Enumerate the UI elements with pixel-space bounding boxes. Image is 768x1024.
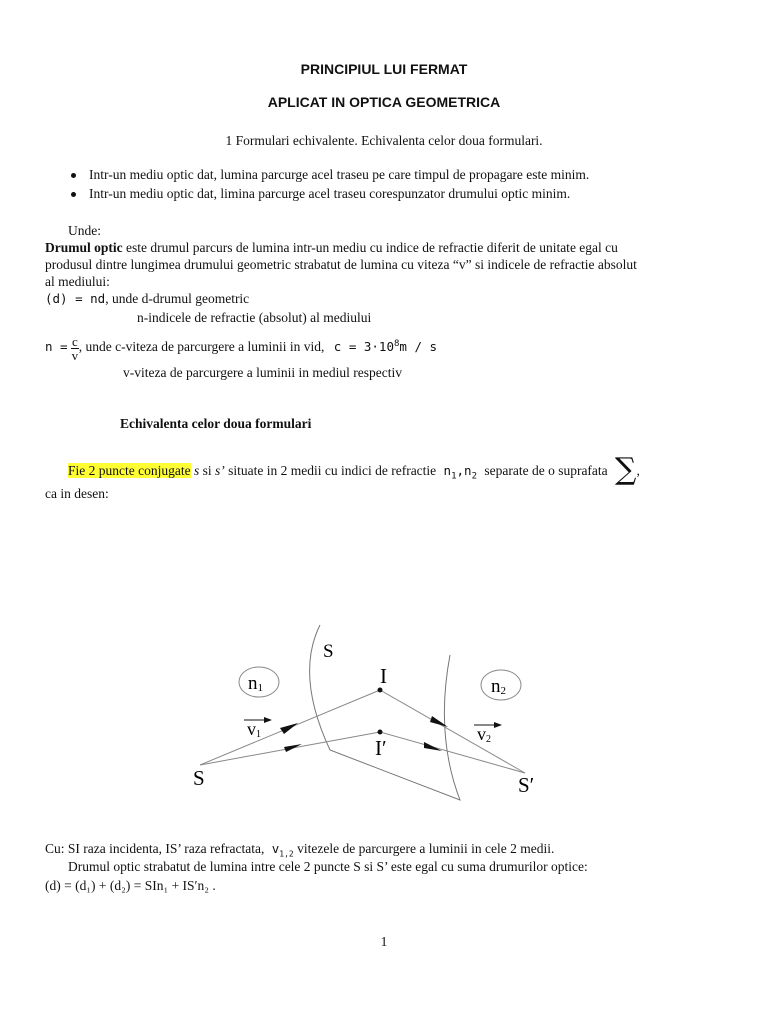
label-surface-S: S (323, 641, 334, 662)
section-heading: 1 Formulari echivalente. Echivalenta celor doua formulari. (225, 133, 543, 148)
bullet-icon (71, 192, 76, 197)
highlighted-text: Fie 2 puncte conjugate (68, 463, 191, 478)
arrowhead-icon (494, 722, 502, 728)
formula-optical-sum: (d) = (d₁) + (d₂) = SIn₁ + IS′n₂ . (45, 878, 216, 893)
point-I (378, 688, 383, 693)
definition-text: este drumul parcurs de lumina intr-un mediu cu indice de refractie diferit de unitate egal cu (122, 240, 618, 255)
formula-d-nd: (d) = nd (45, 291, 106, 306)
definition-line: produsul dintre lungimea drumului geometric strabatut de lumina cu viteza “v” si indicele de refractie absolut (45, 257, 637, 272)
formula-lhs: n = (45, 339, 68, 355)
fraction-c-over-v: $\frac{c}{v}$ (71, 333, 79, 363)
formula-note: n-indicele de refractie (absolut) al mediului (137, 310, 372, 325)
page-number: 1 (380, 934, 388, 949)
bullet-icon (71, 173, 76, 178)
arrowhead-icon (424, 742, 442, 751)
arrowhead-icon (280, 723, 298, 734)
formula-note: v-viteza de parcurgere a luminii in mediul respectiv (123, 365, 403, 380)
point-I-prime (378, 730, 383, 735)
label-S-prime: S′ (518, 773, 535, 797)
unde-label: Unde: (68, 223, 101, 238)
refraction-diagram (180, 615, 570, 805)
label-n2: n2 (491, 676, 506, 697)
label-v1: v1 (247, 719, 261, 740)
formula-optical-path (45, 290, 249, 307)
formula-note: , unde c-viteza de parcurgere a luminii in vid, (78, 339, 325, 355)
definition-line (45, 239, 618, 256)
sigma-icon: ∑ (615, 452, 637, 487)
formula-speed-of-light: $c = 3\cdot 10^8m / s$ (333, 339, 438, 355)
section-heading: Echivalenta celor doua formulari (120, 416, 312, 431)
paragraph: Fie 2 puncte conjugate s si s’ situate in 2 medii cu indici de refractie $n_1,n_2$ separate de o suprafata ∑, (68, 452, 640, 487)
label-I: I (380, 664, 387, 688)
definition-term: Drumul optic (45, 240, 123, 255)
label-I-prime: I′ (375, 736, 387, 760)
definition-line: al mediului: (45, 274, 110, 289)
formula-note: , unde d-drumul geometric (105, 291, 250, 306)
list-item: Intr-un mediu optic dat, lumina parcurge acel traseu pe care timpul de propagare este minim. (89, 167, 590, 182)
label-n1: n1 (248, 673, 263, 694)
ray-refracted (380, 690, 525, 773)
ray-refracted-alt (380, 732, 525, 773)
label-v2: v2 (477, 724, 491, 745)
page-subtitle: APLICAT IN OPTICA GEOMETRICA (267, 94, 501, 110)
formula-refraction-index (45, 329, 437, 362)
paragraph-line: Drumul optic strabatut de lumina intre cele 2 puncte S si S’ este egal cu suma drumurilor optice: (68, 859, 588, 874)
paragraph-line: ca in desen: (45, 486, 109, 501)
label-S: S (193, 766, 205, 790)
arrowhead-icon (264, 717, 272, 723)
paragraph-line: Cu: SI raza incidenta, IS’ raza refractata, $v_{1,2}$ vitezele de parcurgere a luminii in cele 2 medii. (45, 841, 555, 859)
page-title: PRINCIPIUL LUI FERMAT (300, 61, 468, 77)
arrowhead-icon (284, 744, 302, 752)
list-item: Intr-un mediu optic dat, limina parcurge acel traseu corespunzator drumului optic minim. (89, 186, 571, 201)
arrowhead-icon (430, 716, 448, 727)
